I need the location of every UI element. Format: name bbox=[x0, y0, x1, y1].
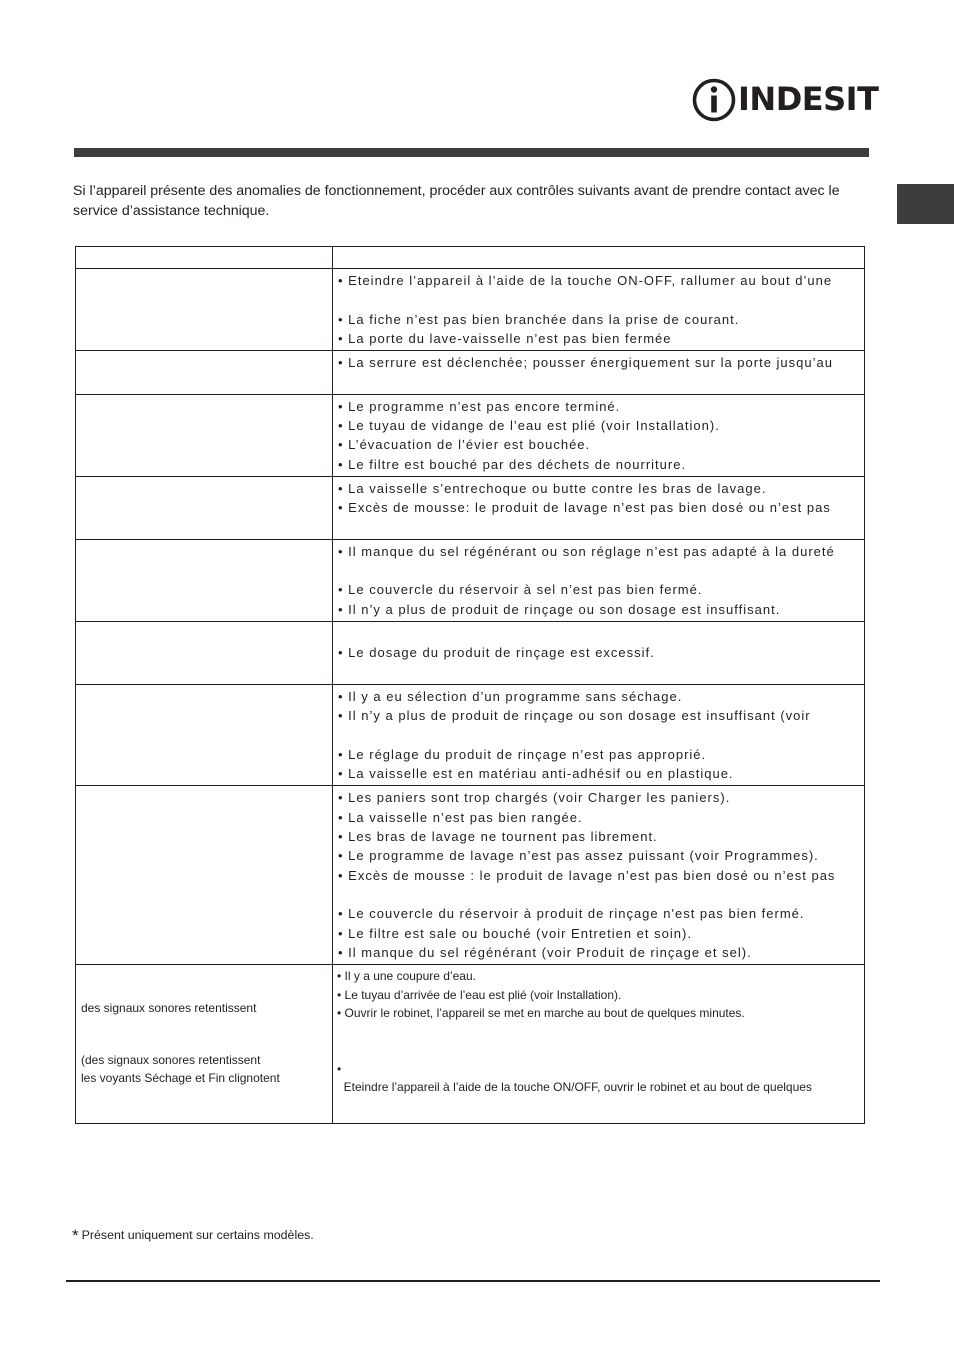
indesit-i-icon bbox=[692, 76, 736, 124]
brand-name: INDESIT bbox=[738, 80, 879, 118]
header-cell-problem bbox=[76, 247, 333, 269]
problem-text: (des signaux sonores retentissent bbox=[81, 1053, 261, 1068]
problem-cell bbox=[76, 394, 333, 476]
table-row bbox=[76, 351, 865, 395]
problem-cell bbox=[76, 539, 333, 621]
table-row-water-supply bbox=[76, 965, 865, 1124]
solution-line bbox=[338, 663, 864, 682]
header-cell-solution bbox=[333, 247, 865, 269]
solution-line bbox=[338, 561, 864, 580]
table-row bbox=[76, 476, 865, 539]
solution-cell bbox=[333, 394, 865, 476]
language-tab bbox=[897, 184, 954, 224]
footnote-text: Présent uniquement sur certains modèles. bbox=[81, 1228, 314, 1242]
solution-cell bbox=[333, 476, 865, 539]
solution-line: • Il y a eu sélection d’un programme sans séchage. bbox=[338, 688, 683, 704]
problem-cell bbox=[76, 684, 333, 785]
solution-line: • La vaisselle s’entrechoque ou butte contre les bras de lavage. bbox=[338, 480, 767, 496]
solution-cell bbox=[333, 786, 865, 965]
solution-line bbox=[338, 726, 864, 745]
solution-cell bbox=[333, 351, 865, 395]
solution-line: • Il manque du sel régénérant (voir Produit de rinçage et sel). bbox=[338, 944, 752, 960]
solution-line: • Il y a une coupure d’eau. bbox=[337, 969, 476, 984]
solution-cell bbox=[333, 684, 865, 785]
footnote-star: * bbox=[72, 1226, 79, 1245]
footnote bbox=[72, 1226, 314, 1246]
problem-cell bbox=[76, 476, 333, 539]
solution-line: • Ouvrir le robinet, l’appareil se met en marche au bout de quelques minutes. bbox=[337, 1006, 745, 1021]
solution-cell bbox=[333, 965, 865, 1124]
problem-cell bbox=[76, 269, 333, 351]
solution-line: • Le programme de lavage n’est pas assez puissant (voir Programmes). bbox=[338, 848, 819, 864]
solution-line: • Le dosage du produit de rinçage est excessif. bbox=[338, 645, 655, 661]
problem-text: des signaux sonores retentissent bbox=[81, 1001, 257, 1016]
solution-line: • Les bras de lavage ne tournent pas librement. bbox=[338, 829, 658, 845]
solution-line: • Le filtre est bouché par des déchets de nourriture. bbox=[338, 456, 687, 472]
table-row bbox=[76, 394, 865, 476]
solution-line bbox=[338, 290, 864, 309]
solution-line: • Le programme n’est pas encore terminé. bbox=[338, 398, 621, 414]
solution-line: • La vaisselle n’est pas bien rangée. bbox=[338, 809, 583, 825]
brand-logo bbox=[692, 76, 879, 124]
solution-line: • Il manque du sel régénérant ou son réglage n’est pas adapté à la dureté bbox=[338, 543, 835, 559]
footer-rule bbox=[66, 1280, 880, 1282]
table-row bbox=[76, 684, 865, 785]
solution-line: • Le tuyau d’arrivée de l’eau est plié (voir Installation). bbox=[337, 987, 622, 1002]
solution-line bbox=[338, 624, 864, 643]
solution-line: • La porte du lave-vaisselle n’est pas bien fermée bbox=[338, 330, 672, 346]
problem-cell bbox=[76, 622, 333, 685]
table-row bbox=[76, 786, 865, 965]
solution-line bbox=[338, 518, 864, 537]
solution-line: Eteindre l’appareil à l’aide de la touche ON/OFF, ouvrir le robinet et au bout de quelques bbox=[337, 1080, 812, 1095]
solution-line: • bbox=[337, 1061, 342, 1076]
solution-cell bbox=[333, 539, 865, 621]
solution-line bbox=[337, 1097, 864, 1116]
problem-cell bbox=[76, 351, 333, 395]
solution-line bbox=[338, 372, 864, 391]
table-row bbox=[76, 622, 865, 685]
table-row bbox=[76, 269, 865, 351]
problem-text: les voyants Séchage et Fin clignotent bbox=[81, 1071, 280, 1086]
solution-line: • La serrure est déclenchée; pousser énergiquement sur la porte jusqu’au bbox=[338, 355, 833, 371]
problem-cell bbox=[76, 965, 333, 1124]
solution-line bbox=[337, 1023, 864, 1042]
table-header-row bbox=[76, 247, 865, 269]
solution-line: • Il n’y a plus de produit de rinçage ou son dosage est insuffisant. bbox=[338, 601, 781, 617]
table-row bbox=[76, 539, 865, 621]
solution-line: • Excès de mousse : le produit de lavage n’est pas bien dosé ou n’est pas bbox=[338, 867, 836, 883]
solution-line: • Le couvercle du réservoir à produit de rinçage n'est pas bien fermé. bbox=[338, 906, 805, 922]
solution-line bbox=[338, 885, 864, 904]
solution-line: • Eteindre l’appareil à l’aide de la touche ON-OFF, rallumer au bout d’une bbox=[338, 273, 833, 288]
header-rule bbox=[74, 148, 869, 157]
solution-line bbox=[337, 1041, 864, 1060]
solution-line: • Il n’y a plus de produit de rinçage ou son dosage est insuffisant (voir bbox=[338, 708, 811, 724]
solution-line: • La fiche n’est pas bien branchée dans la prise de courant. bbox=[338, 311, 740, 327]
solution-line: • Le tuyau de vidange de l’eau est plié (voir Installation). bbox=[338, 418, 720, 434]
solution-line: • Le réglage du produit de rinçage n’est pas approprié. bbox=[338, 746, 707, 762]
solution-line: • L’évacuation de l’évier est bouchée. bbox=[338, 437, 591, 453]
solution-cell bbox=[333, 622, 865, 685]
problem-cell bbox=[76, 786, 333, 965]
solution-line: • Le couvercle du réservoir à sel n’est pas bien fermé. bbox=[338, 582, 703, 598]
solution-line: • Le filtre est sale ou bouché (voir Entretien et soin). bbox=[338, 925, 692, 941]
solution-line: • La vaisselle est en matériau anti-adhésif ou en plastique. bbox=[338, 766, 734, 782]
solution-line: • Excès de mousse: le produit de lavage n’est pas bien dosé ou n’est pas bbox=[338, 500, 831, 516]
troubleshooting-table bbox=[75, 246, 865, 1124]
solution-line: • Les paniers sont trop chargés (voir Charger les paniers). bbox=[338, 790, 731, 806]
intro-text: Si l’appareil présente des anomalies de fonctionnement, procéder aux contrôles suivants avant de prendre contact avec le service d’assistance technique. bbox=[73, 183, 840, 219]
solution-cell bbox=[333, 269, 865, 351]
